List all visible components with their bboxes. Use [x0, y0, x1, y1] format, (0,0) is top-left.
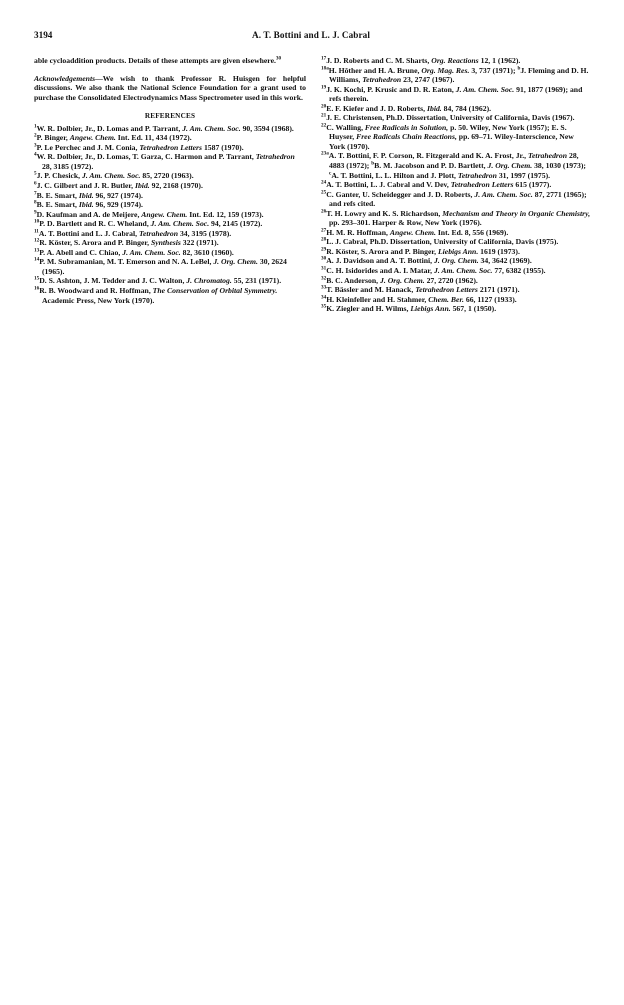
- reference-item: [34, 181, 306, 191]
- reference-authors: A. T. Bottini, L. J. Cabral and V. Dev,: [326, 180, 451, 190]
- reference-number: 25: [321, 189, 327, 196]
- reference-number: 30: [321, 255, 327, 262]
- reference-details: 84, 784 (1962).: [441, 103, 492, 113]
- reference-details: Academic Press, New York (1970).: [42, 295, 155, 305]
- reference-details: 92, 2168 (1970).: [149, 181, 203, 191]
- reference-details: 82, 3610 (1960).: [180, 247, 234, 257]
- reference-number: 4: [34, 151, 37, 158]
- reference-authors: L. J. Cabral, Ph.D. Dissertation, University of California, Davis (1975).: [326, 237, 559, 247]
- reference-journal-b: Free Radicals Chain Reactions,: [356, 132, 457, 142]
- reference-details: 77, 6382 (1955).: [492, 266, 546, 276]
- reference-number: 32: [321, 275, 327, 282]
- reference-item: [321, 66, 591, 85]
- reference-journal: Angew. Chem.: [389, 227, 436, 237]
- reference-number: 6: [34, 180, 37, 187]
- reference-item: [321, 276, 591, 286]
- reference-journal: Synthesis: [150, 238, 181, 248]
- reference-number: 28: [321, 236, 327, 243]
- reference-item: [321, 104, 591, 114]
- reference-authors: P. Binger,: [36, 133, 70, 143]
- continuation-ref-number: 30: [275, 55, 282, 62]
- reference-journal: Org. Mag. Res.: [421, 65, 470, 75]
- reference-item: [321, 285, 591, 295]
- reference-journal: Free Radicals in Solution,: [364, 122, 449, 132]
- reference-number: 23a: [321, 150, 329, 157]
- reference-number: 8: [34, 199, 37, 206]
- reference-journal: J. Am. Chem. Soc.: [150, 219, 210, 229]
- reference-details: 34, 3195 (1978).: [178, 228, 232, 238]
- reference-authors: K. Ziegler and H. Wilms,: [326, 304, 411, 314]
- reference-item: [34, 171, 306, 181]
- reference-details: 567, 1 (1950).: [450, 304, 497, 314]
- reference-details: 85, 2720 (1963).: [140, 171, 194, 181]
- reference-authors: H. M. R. Hoffman,: [326, 227, 390, 237]
- reference-number: 1: [34, 123, 37, 130]
- reference-authors-b: J. Fleming and D. H. Williams,: [329, 65, 589, 85]
- reference-journal: Liebigs Ann.: [410, 304, 451, 314]
- page-header: [34, 30, 588, 44]
- reference-details: 28, 4883 (1972);: [329, 151, 579, 171]
- reference-number: 13: [34, 247, 40, 254]
- reference-item: [321, 256, 591, 266]
- reference-item: [34, 124, 306, 134]
- reference-number: 22: [321, 122, 327, 129]
- reference-journal: Org. Reactions: [431, 56, 479, 65]
- reference-authors: B. C. Anderson,: [326, 275, 381, 285]
- references-heading: REFERENCES: [144, 112, 196, 121]
- reference-item: [34, 191, 306, 201]
- reference-number: 19: [321, 84, 327, 91]
- reference-authors: R. Köster, S. Arora and P. Binger,: [326, 246, 438, 256]
- reference-item: [34, 133, 306, 143]
- reference-details: 34, 3642 (1969).: [478, 256, 532, 266]
- reference-authors: R. Köster, S. Arora and P. Binger,: [39, 238, 151, 248]
- reference-details-c: 31, 1997 (1975).: [496, 170, 551, 180]
- reference-authors: W. R. Dolbier, Jr., D. Lomas, T. Garza, C. Harmon and P. Tarrant,: [36, 152, 256, 162]
- reference-authors: H. Hǒther and H. A. Brune,: [328, 65, 422, 75]
- reference-number: 9: [34, 209, 37, 216]
- reference-authors: A. T. Bottini, F. P. Corson, R. Fitzgerald and K. A. Frost, Jr.,: [328, 151, 529, 161]
- running-head-authors: A. T. Bottini and L. J. Cabral: [251, 30, 371, 40]
- reference-journal: Ibid.: [78, 190, 94, 200]
- reference-item: [34, 257, 306, 276]
- reference-number: 26: [321, 208, 327, 215]
- reference-authors: B. E. Smart,: [36, 190, 79, 200]
- reference-number: 16: [34, 285, 40, 292]
- reference-journal: Chem. Ber.: [428, 294, 464, 304]
- reference-item: [321, 304, 591, 314]
- reference-details: 615 (1977).: [513, 180, 552, 190]
- reference-details: Int. Ed. 11, 434 (1972).: [115, 133, 192, 143]
- reference-authors: W. R. Dolbier, Jr., D. Lomas and P. Tarrant,: [36, 123, 183, 133]
- reference-authors-b: B. M. Jacobson and P. D. Bartlett,: [374, 161, 488, 171]
- reference-authors: J. D. Roberts and C. M. Sharts,: [326, 56, 432, 65]
- reference-authors: C. H. Isidorides and A. I. Matar,: [326, 266, 434, 276]
- reference-number: 21: [321, 112, 327, 119]
- reference-details: Int. Ed. 8, 556 (1969).: [435, 227, 509, 237]
- reference-item: [34, 210, 306, 220]
- reference-subpart-letter-c: c: [329, 170, 332, 176]
- reference-authors: J. E. Christensen, Ph.D. Dissertation, University of California, Davis (1967).: [326, 113, 575, 123]
- reference-journal: Tetrahedron Letters: [139, 142, 203, 152]
- reference-authors: D. Kaufman and A. de Meijere,: [36, 209, 142, 219]
- reference-item: [321, 123, 591, 152]
- reference-journal: J. Am. Chem. Soc.: [182, 123, 241, 133]
- reference-journal: J. Org. Chem.: [213, 257, 258, 267]
- reference-item: [321, 56, 591, 66]
- reference-number: 2: [34, 132, 37, 139]
- reference-journal: Tetrahedron: [255, 152, 295, 162]
- reference-journal: Mechanism and Theory in Organic Chemistry,: [442, 208, 591, 218]
- reference-journal: Angew. Chem.: [141, 209, 188, 219]
- reference-authors: P. D. Bartlett and R. C. Wheland,: [39, 219, 151, 229]
- reference-details: 96, 927 (1974).: [93, 190, 143, 200]
- reference-details: 3, 737 (1971);: [469, 65, 518, 75]
- reference-journal-c: Tetrahedron: [457, 170, 497, 180]
- reference-journal: J. Am. Chem. Soc.: [122, 247, 181, 257]
- reference-authors: D. S. Ashton, J. M. Tedder and J. C. Walton,: [39, 276, 187, 286]
- reference-number: 27: [321, 227, 327, 234]
- reference-number: 17: [321, 55, 327, 62]
- reference-details: 12, 1 (1962).: [478, 56, 521, 65]
- reference-item: [34, 276, 306, 286]
- reference-number: 11: [34, 228, 39, 235]
- reference-number: 24: [321, 179, 327, 186]
- reference-number: 12: [34, 237, 40, 244]
- reference-item: [34, 238, 306, 248]
- reference-authors: P. A. Abell and C. Chiao,: [39, 247, 123, 257]
- reference-authors: A. J. Davidson and A. T. Bottini,: [326, 256, 434, 266]
- reference-item: [34, 200, 306, 210]
- right-column: [321, 56, 591, 314]
- reference-number: 5: [34, 170, 37, 177]
- reference-authors: E. F. Kiefer and J. D. Roberts,: [326, 103, 427, 113]
- reference-number: 34: [321, 294, 327, 301]
- reference-item: [321, 295, 591, 305]
- reference-authors: B. E. Smart,: [36, 200, 79, 210]
- reference-details: 27, 2720 (1962).: [424, 275, 478, 285]
- reference-item: [34, 229, 306, 239]
- reference-journal: J. Am. Chem. Soc.: [455, 84, 515, 94]
- reference-details: 55, 231 (1971).: [231, 276, 282, 286]
- reference-authors: H. Kleinfeller and H. Stahmer,: [326, 294, 429, 304]
- reference-journal: Angew. Chem.: [69, 133, 116, 143]
- reference-details: 1587 (1970).: [202, 142, 244, 152]
- reference-authors: J. P. Chesick,: [36, 171, 83, 181]
- reference-number: 20: [321, 103, 327, 110]
- reference-journal: Ibid.: [426, 103, 442, 113]
- reference-number: 14: [34, 256, 40, 263]
- reference-item: [34, 219, 306, 229]
- reference-details-b: 23, 2747 (1967).: [401, 75, 455, 85]
- reference-journal: Tetrahedron: [528, 151, 568, 161]
- reference-authors: P. Le Perchec and J. M. Conia,: [36, 142, 140, 152]
- reference-number: 3: [34, 142, 37, 149]
- reference-journal: J. Org. Chem.: [380, 275, 425, 285]
- reference-number: 31: [321, 265, 327, 272]
- reference-number: 18a: [321, 64, 329, 71]
- reference-authors: J. C. Gilbert and J. R. Butler,: [36, 181, 135, 191]
- reference-details: 96, 929 (1974).: [93, 200, 143, 210]
- reference-number: 33: [321, 284, 327, 291]
- reference-authors: A. T. Bottini and L. J. Cabral,: [38, 228, 140, 238]
- reference-item: [34, 248, 306, 258]
- reference-details: p. 50. Wiley, New York (1957); E. S. Huyser,: [329, 122, 567, 142]
- reference-details: 91, 1877 (1969); and refs therein.: [329, 84, 583, 104]
- reference-details: 1619 (1973).: [478, 246, 520, 256]
- reference-journal: Tetrahedron Letters: [450, 180, 514, 190]
- reference-details: 94, 2145 (1972).: [209, 219, 263, 229]
- reference-journal: J. Am. Chem. Soc.: [433, 266, 493, 276]
- reference-details: 2171 (1971).: [477, 285, 520, 295]
- reference-item: [321, 190, 591, 209]
- reference-journal: J. Am. Chem. Soc.: [474, 189, 533, 199]
- reference-authors: T. H. Lowry and K. S. Richardson,: [326, 208, 443, 218]
- reference-item: [321, 113, 591, 123]
- reference-journal: Ibid.: [78, 200, 94, 210]
- reference-journal-b: J. Org. Chem.: [487, 161, 533, 171]
- references-list-left: [34, 124, 306, 305]
- reference-item: [34, 286, 306, 305]
- reference-item: [321, 85, 591, 104]
- reference-details: 66, 1127 (1933).: [463, 294, 517, 304]
- reference-details: 87, 2771 (1965); and refs cited.: [329, 189, 587, 209]
- reference-journal: Tetrahedron Letters: [415, 285, 478, 295]
- reference-details: Int. Ed. 12, 159 (1973).: [187, 209, 264, 219]
- reference-item: [321, 180, 591, 190]
- reference-number: 15: [34, 275, 40, 282]
- reference-details: 90, 3594 (1968).: [240, 123, 294, 133]
- reference-authors: P. M. Subramanian, M. T. Emerson and N. A. LeBel,: [39, 257, 214, 267]
- reference-details: pp. 293–301. Harper & Row, New York (1976).: [329, 218, 482, 228]
- reference-number: 7: [34, 190, 37, 196]
- reference-item: [34, 143, 306, 153]
- reference-journal-b: Tetrahedron: [362, 75, 402, 85]
- reference-item: [321, 228, 591, 238]
- acknowledgements-text: —We wish to thank Professor R. Huisgen for helpful discussions. We also thank the National Science Foundation for a grant used to purchase the Consolidated Electrodynamics Mass Spectrometer used in this work.: [34, 73, 306, 102]
- reference-journal: J. Chromatog.: [186, 276, 232, 286]
- reference-journal: J. Org. Chem.: [433, 256, 479, 266]
- reference-journal: J. Am. Chem. Soc.: [82, 171, 141, 181]
- acknowledgements-paragraph: [34, 74, 306, 103]
- reference-number: 29: [321, 246, 327, 253]
- references-list-right: [321, 56, 591, 314]
- reference-subpart-letter: b: [371, 160, 375, 167]
- reference-authors-c: A. T. Bottini, L. L. Hilton and J. Plott,: [331, 170, 458, 180]
- reference-journal: The Conservation of Orbital Symmetry.: [152, 286, 278, 296]
- reference-subpart-letter: b: [517, 64, 521, 71]
- acknowledgements-label: Acknowledgements: [34, 73, 96, 83]
- reference-number: 10: [34, 218, 40, 225]
- reference-authors: C. Walling,: [326, 122, 365, 132]
- reference-details-b: pp. 69–71. Wiley-Interscience, New York (1970).: [329, 132, 574, 151]
- left-column: [34, 56, 306, 305]
- reference-details: 30, 2624 (1965).: [42, 257, 287, 276]
- reference-authors: C. Ganter, U. Scheidegger and J. D. Roberts,: [326, 189, 475, 199]
- continuation-text: able cycloaddition products. Details of these attempts are given elsewhere.: [34, 56, 276, 65]
- reference-item: [321, 151, 591, 180]
- reference-details: 28, 3185 (1972).: [42, 161, 94, 171]
- reference-journal: Ibid.: [134, 181, 150, 191]
- reference-number: 35: [321, 303, 327, 310]
- reference-authors: J. K. Kochi, P. Krusic and D. R. Eaton,: [326, 84, 456, 94]
- reference-item: [321, 209, 591, 228]
- continuation-paragraph: [34, 56, 306, 66]
- reference-item: [321, 266, 591, 276]
- reference-journal: Liebigs Ann.: [437, 246, 479, 256]
- reference-item: [321, 237, 591, 247]
- reference-item: [34, 152, 306, 171]
- reference-details: 322 (1971).: [180, 238, 219, 248]
- reference-authors: R. B. Woodward and R. Hoffman,: [39, 286, 153, 296]
- reference-journal: Tetrahedron: [139, 228, 179, 238]
- reference-details-b: 38, 1030 (1973);: [532, 161, 586, 171]
- reference-authors: T. Bässler and M. Hanack,: [326, 285, 416, 295]
- page-number: 3194: [34, 30, 53, 40]
